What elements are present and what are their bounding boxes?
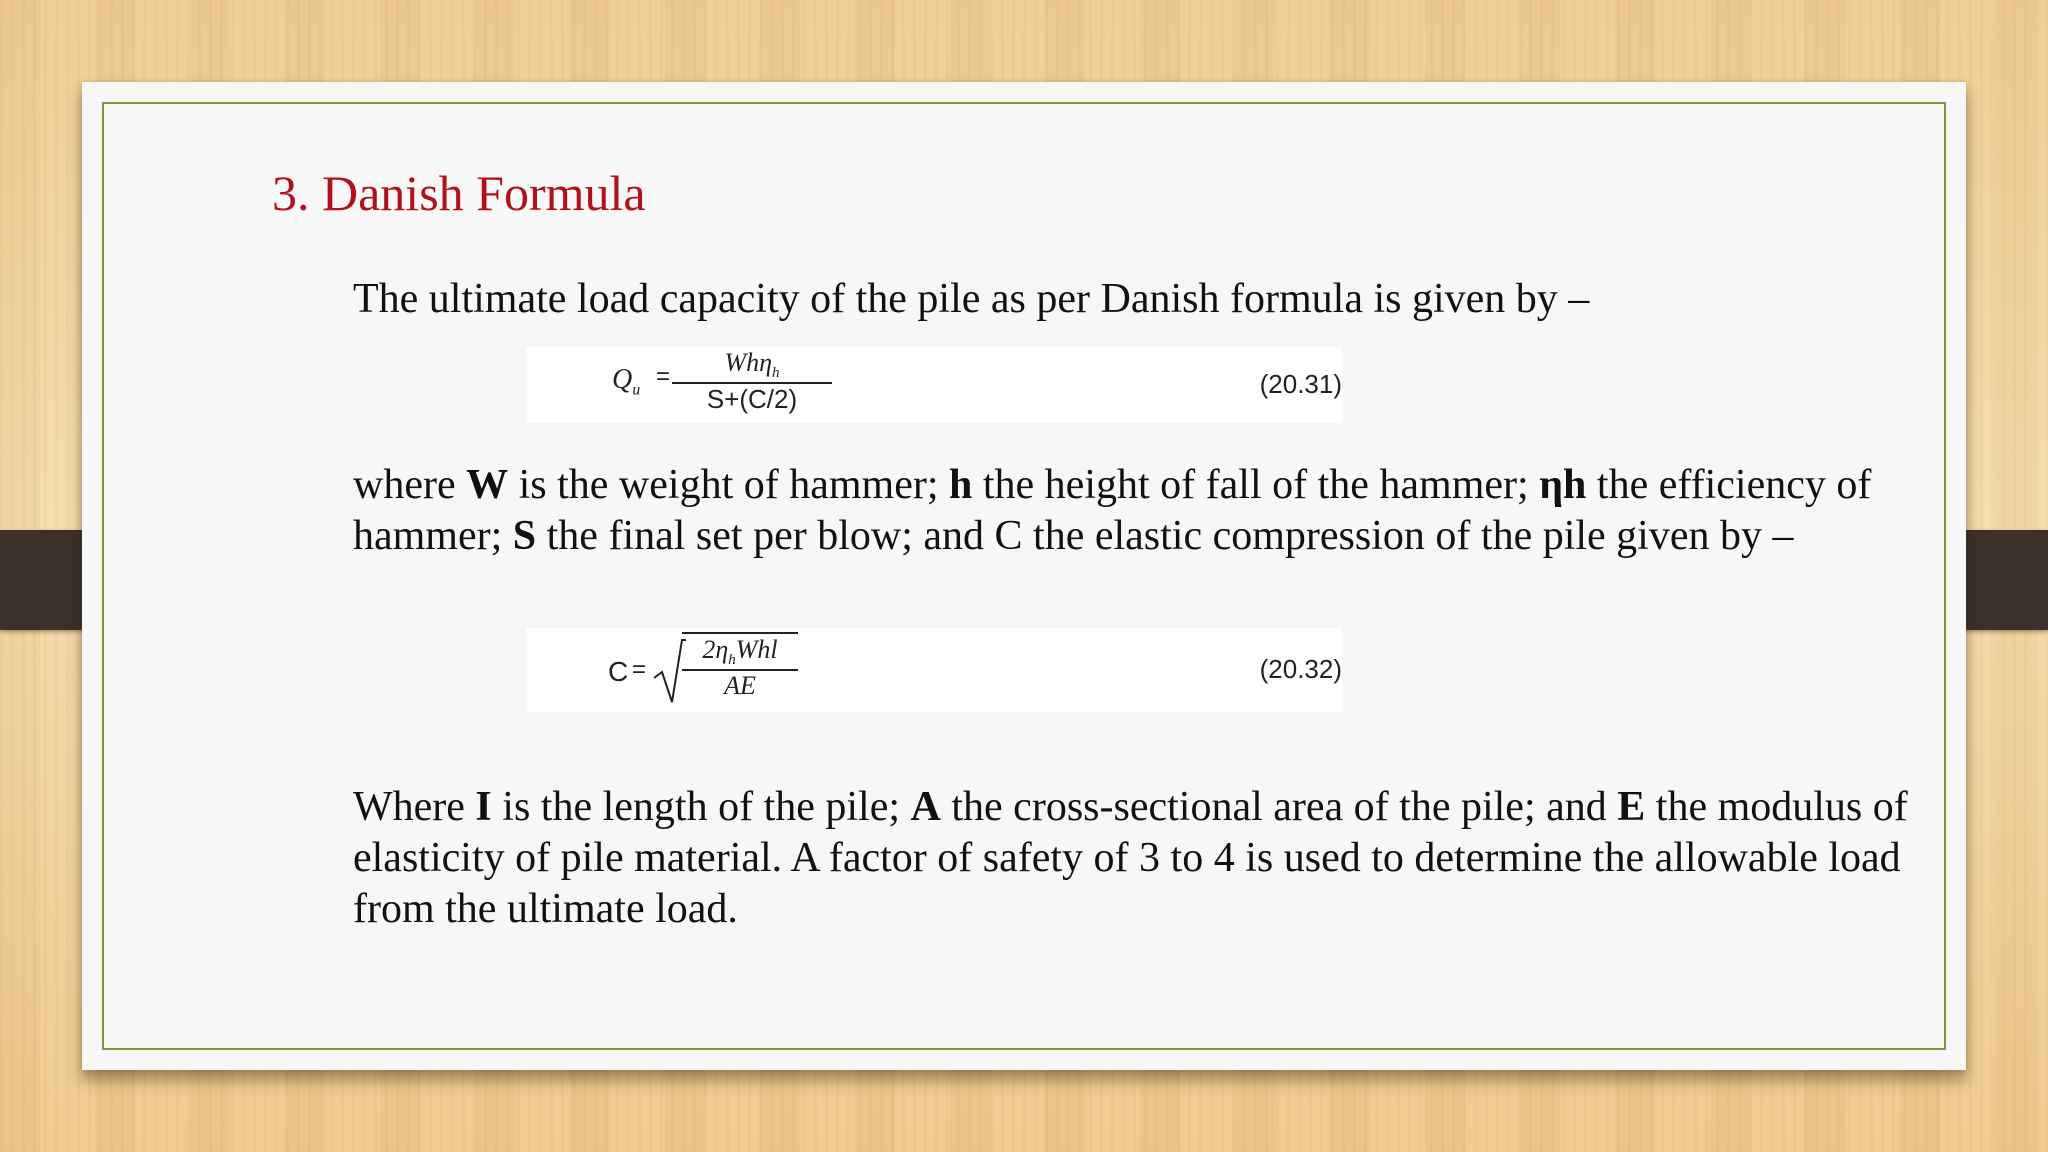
where-paragraph-1 [353,460,1913,562]
eq1-lhs [612,363,640,400]
where1-t5: the final set per blow; and C the elastic compression of the pile given by – [536,513,1794,559]
where2-area-symbol: A [910,784,941,830]
where2-modulus-symbol: E [1617,784,1646,830]
equation-20-32 [526,628,1342,712]
eq1-numerator-sub: h [772,365,780,382]
eq2-fraction [682,632,798,701]
where2-t4: the modulus of elasticity of pile material. A factor of safety of 3 to 4 is used to determine the allowable load from the ultimate load. [353,784,1908,932]
where1-t3: the height of fall of the hammer; [972,462,1540,508]
intro-text: The ultimate load capacity of the pile as per Danish formula is given by – [353,276,1590,322]
eq1-number: (20.31) [1259,369,1342,399]
eq1-denominator: S+(C/2) [672,382,832,415]
eq1-numerator [672,347,832,382]
eq1-lhs-var: Q [612,364,633,395]
eq1-numerator-text: Whη [724,348,773,377]
eq2-lhs: C [608,656,629,687]
where1-t1: where [353,462,467,508]
square-root-icon [652,636,686,708]
where2-t1: Where [353,784,476,830]
eq2-denominator: AE [682,669,798,701]
eq1-fraction [672,347,832,415]
eq2-numerator-b: Whl [735,635,778,664]
where1-t4: the efficiency of hammer; [353,462,1872,559]
slide [82,82,1966,1070]
eq1-lhs-sub: u [632,381,641,399]
where2-t3: the cross-sectional area of the pile; and [940,784,1618,830]
where1-height-symbol: h [949,462,973,508]
eq2-number: (20.32) [1259,654,1342,684]
where2-length-symbol: I [475,784,492,830]
where1-efficiency-symbol: ηh [1539,462,1587,508]
slide-title: 3. Danish Formula [272,165,646,221]
eq2-equals: = [632,656,647,683]
where2-t2: is the length of the pile; [491,784,911,830]
equation-20-31 [526,347,1342,423]
intro-paragraph [353,274,1913,325]
eq2-numerator-sub: h [728,652,736,669]
eq1-equals: = [656,363,671,390]
eq2-numerator-a: 2η [702,635,729,664]
where1-set-symbol: S [512,513,537,559]
where-paragraph-2 [353,782,1913,935]
where1-weight-symbol: W [466,462,509,508]
where1-t2: is the weight of hammer; [508,462,950,508]
eq2-numerator [682,634,798,669]
